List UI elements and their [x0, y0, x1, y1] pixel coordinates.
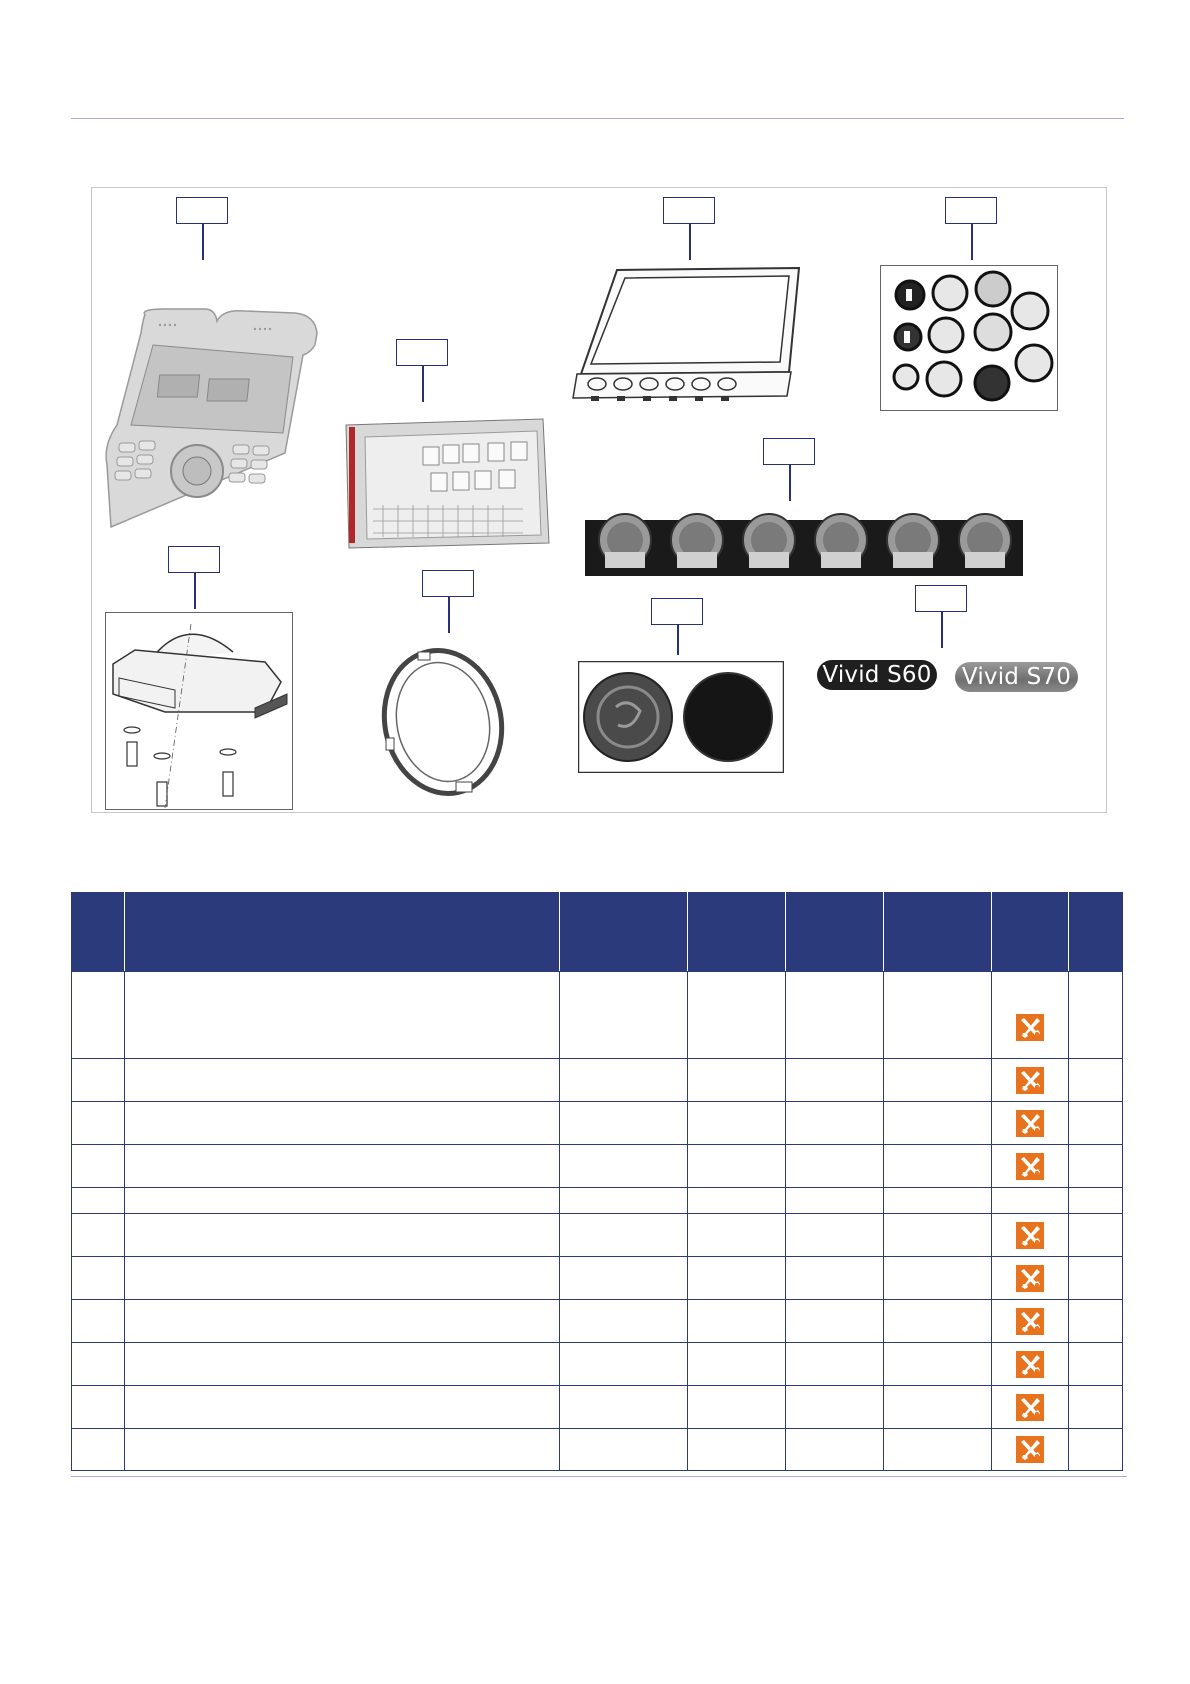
- table-cell: [884, 1059, 992, 1102]
- leader-line: [677, 625, 679, 655]
- table-cell: [1069, 1343, 1123, 1386]
- trackball-caps-image: [578, 661, 784, 773]
- table-cell: [1069, 1188, 1123, 1214]
- table-cell: [688, 972, 786, 1059]
- table-cell: [72, 1145, 125, 1188]
- leader-line: [194, 573, 196, 609]
- table-cell: [1069, 1300, 1123, 1343]
- table-cell: [786, 1102, 884, 1145]
- wrench-screwdriver-icon: [1016, 1436, 1044, 1463]
- table-cell: [884, 1102, 992, 1145]
- table-cell: [125, 1214, 560, 1257]
- table-cell: [560, 1386, 688, 1429]
- column-header: [688, 893, 786, 972]
- table-cell: [786, 1214, 884, 1257]
- table-cell: [1069, 1059, 1123, 1102]
- encoder-board-image: [585, 510, 1025, 580]
- table-cell: [688, 1300, 786, 1343]
- table-cell: [125, 1257, 560, 1300]
- parts-table: [71, 892, 1123, 1471]
- callout-encoder-board: [763, 438, 815, 465]
- callout-knobs: [945, 197, 997, 224]
- trackball-assembly-image: [105, 612, 293, 810]
- table-cell: [786, 1059, 884, 1102]
- table-cell: [1069, 1214, 1123, 1257]
- leader-line: [971, 224, 973, 260]
- table-row: [72, 1257, 1123, 1300]
- column-header: [72, 893, 125, 972]
- table-cell: [884, 1386, 992, 1429]
- table-cell: [560, 1429, 688, 1471]
- table-cell: [688, 1386, 786, 1429]
- wrench-screwdriver-icon: [1016, 1308, 1044, 1335]
- service-cell: [992, 1300, 1069, 1343]
- table-cell: [125, 1343, 560, 1386]
- table-cell: [688, 1429, 786, 1471]
- callout-key-caps-bag: [396, 339, 448, 366]
- table-cell: [884, 1214, 992, 1257]
- wrench-screwdriver-icon: [1016, 1153, 1044, 1180]
- wrench-screwdriver-icon: [1016, 1351, 1044, 1378]
- table-cell: [884, 1188, 992, 1214]
- table-cell: [72, 1188, 125, 1214]
- table-cell: [72, 972, 125, 1059]
- table-cell: [786, 1386, 884, 1429]
- table-cell: [688, 1102, 786, 1145]
- table-row: [72, 1102, 1123, 1145]
- table-cell: [884, 1300, 992, 1343]
- wrench-screwdriver-icon: [1016, 1014, 1044, 1041]
- table-row: [72, 1145, 1123, 1188]
- table-cell: [560, 1257, 688, 1300]
- table-cell: [125, 1102, 560, 1145]
- table-cell: [688, 1343, 786, 1386]
- table-cell: [1069, 972, 1123, 1059]
- table-cell: [125, 1059, 560, 1102]
- wrench-screwdriver-icon: [1016, 1394, 1044, 1421]
- service-cell: [992, 1102, 1069, 1145]
- table-cell: [125, 1300, 560, 1343]
- leader-line: [202, 224, 204, 260]
- leader-line: [422, 366, 424, 402]
- table-cell: [1069, 1145, 1123, 1188]
- wrench-screwdriver-icon: [1016, 1067, 1044, 1094]
- service-cell: [992, 1343, 1069, 1386]
- monitor-image: [567, 262, 807, 412]
- wrench-screwdriver-icon: [1016, 1110, 1044, 1137]
- callout-trackball-ring: [422, 570, 474, 597]
- table-cell: [884, 1257, 992, 1300]
- table-cell: [125, 1188, 560, 1214]
- table-cell: [1069, 1102, 1123, 1145]
- table-cell: [72, 1102, 125, 1145]
- vivid-s70-label: Vivid S70: [955, 662, 1078, 692]
- callout-model-labels: [915, 585, 967, 612]
- column-header: [786, 893, 884, 972]
- service-cell: [992, 1429, 1069, 1471]
- table-header-row: [72, 893, 1123, 972]
- table-cell: [560, 1343, 688, 1386]
- table-row: [72, 1300, 1123, 1343]
- table-cell: [884, 972, 992, 1059]
- leader-line: [689, 224, 691, 260]
- table-row: [72, 1343, 1123, 1386]
- knobs-image: [880, 265, 1058, 411]
- service-cell: [992, 1386, 1069, 1429]
- table-cell: [560, 972, 688, 1059]
- service-cell: [992, 1059, 1069, 1102]
- column-header: [125, 893, 560, 972]
- table-cell: [72, 1214, 125, 1257]
- wrench-screwdriver-icon: [1016, 1265, 1044, 1292]
- table-cell: [1069, 1386, 1123, 1429]
- table-cell: [688, 1257, 786, 1300]
- table-cell: [72, 1300, 125, 1343]
- table-cell: [72, 1257, 125, 1300]
- trackball-ring-image: [378, 640, 508, 800]
- table-row: [72, 972, 1123, 1059]
- table-cell: [125, 1429, 560, 1471]
- table-row: [72, 1429, 1123, 1471]
- table-cell: [786, 1429, 884, 1471]
- table-cell: [560, 1059, 688, 1102]
- table-cell: [786, 1257, 884, 1300]
- column-header: [992, 893, 1069, 972]
- table-cell: [560, 1188, 688, 1214]
- table-cell: [786, 1343, 884, 1386]
- table-row: [72, 1059, 1123, 1102]
- table-cell: [560, 1214, 688, 1257]
- table-cell: [72, 1343, 125, 1386]
- table-cell: [688, 1188, 786, 1214]
- table-row: [72, 1188, 1123, 1214]
- service-cell: [992, 1145, 1069, 1188]
- key-caps-bag-image: [343, 417, 553, 549]
- callout-trackball: [168, 546, 220, 573]
- leader-line: [789, 465, 791, 501]
- service-cell: [992, 1257, 1069, 1300]
- leader-line: [941, 612, 943, 648]
- table-cell: [688, 1214, 786, 1257]
- operator-panel-image: [105, 305, 345, 535]
- service-cell: [992, 1214, 1069, 1257]
- table-cell: [125, 1386, 560, 1429]
- table-cell: [884, 1145, 992, 1188]
- table-cell: [560, 1145, 688, 1188]
- table-cell: [786, 1300, 884, 1343]
- bottom-rule: [71, 1476, 1127, 1477]
- table-cell: [125, 1145, 560, 1188]
- callout-trackball-caps: [651, 598, 703, 625]
- table-cell: [786, 1188, 884, 1214]
- table-cell: [884, 1343, 992, 1386]
- column-header: [560, 893, 688, 972]
- vivid-s60-label: Vivid S60: [817, 660, 937, 690]
- table-cell: [560, 1102, 688, 1145]
- top-rule: [71, 118, 1124, 119]
- table-cell: [1069, 1257, 1123, 1300]
- table-cell: [560, 1300, 688, 1343]
- table-row: [72, 1214, 1123, 1257]
- table-cell: [72, 1429, 125, 1471]
- table-cell: [688, 1059, 786, 1102]
- table-cell: [125, 972, 560, 1059]
- service-cell: [992, 1188, 1069, 1214]
- callout-monitor: [663, 197, 715, 224]
- table-cell: [72, 1386, 125, 1429]
- column-header: [884, 893, 992, 972]
- table-cell: [688, 1145, 786, 1188]
- leader-line: [448, 597, 450, 633]
- service-cell: [992, 972, 1069, 1059]
- callout-operator-panel: [176, 197, 228, 224]
- wrench-screwdriver-icon: [1016, 1222, 1044, 1249]
- table-row: [72, 1386, 1123, 1429]
- table-cell: [786, 1145, 884, 1188]
- column-header: [1069, 893, 1123, 972]
- table-cell: [1069, 1429, 1123, 1471]
- table-cell: [72, 1059, 125, 1102]
- table-cell: [884, 1429, 992, 1471]
- table-cell: [786, 972, 884, 1059]
